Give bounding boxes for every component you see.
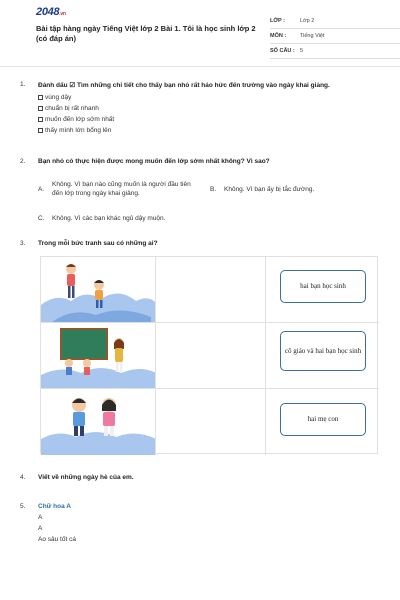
logo-text: 2048 [36, 6, 60, 18]
option-list [38, 92, 114, 136]
meta-value: 5 [300, 48, 304, 54]
connector-cell [156, 389, 266, 455]
question-number: 1. [20, 81, 26, 88]
checkbox-option[interactable] [38, 125, 114, 136]
choice-text: Không. Vì bạn ấy bị tắc đường. [224, 186, 315, 193]
question-text: Viết về những ngày hè của em. [38, 474, 134, 481]
worksheet-meta [270, 14, 400, 59]
option-label: vùng dậy [45, 94, 72, 101]
checkbox-icon[interactable] [38, 128, 43, 133]
header-divider [0, 66, 400, 67]
meta-value: Tiếng Việt [300, 33, 325, 39]
question-number: 4. [20, 474, 26, 481]
practice-line: A [38, 525, 43, 532]
answer-cell [266, 389, 379, 455]
worksheet-header [18, 0, 382, 62]
question-1 [20, 81, 382, 141]
checkbox-icon[interactable] [38, 106, 43, 111]
option-label: muốn đến lớp sớm nhất [45, 116, 115, 123]
practice-line: Ao sâu tốt cá [38, 536, 76, 543]
connector-cell [156, 323, 266, 389]
option-label: chuẩn bị rất nhanh [45, 105, 99, 112]
checkbox-option[interactable] [38, 114, 114, 125]
answer-cell [266, 257, 379, 323]
question-3 [20, 240, 382, 252]
choice-letter: A. [38, 186, 45, 193]
choice-letter: C. [38, 215, 45, 222]
two-children-with-backpacks-illustration [41, 389, 156, 455]
practice-line: A [38, 514, 43, 521]
checkbox-icon[interactable] [38, 95, 43, 100]
answer-box[interactable]: hai mẹ con [280, 403, 366, 436]
matching-grid [40, 256, 378, 454]
meta-label: LỚP : [270, 18, 285, 24]
choice-text: Không. Vì bạn nào cũng muốn là người đầu tiên đến lớp trong ngày khai giảng. [52, 181, 191, 198]
choice-a[interactable] [38, 180, 198, 199]
answer-box[interactable]: cô giáo và hai bạn học sinh [280, 331, 366, 371]
children-running-illustration [41, 257, 156, 323]
page-title: Bài tập hàng ngày Tiếng Việt lớp 2 Bài 1. Tôi là học sinh lớp 2 (có đáp án) [36, 24, 256, 43]
question-number: 3. [20, 240, 26, 247]
choice-b[interactable] [210, 185, 370, 194]
meta-value: Lớp 2 [300, 18, 315, 24]
picture-cell [41, 257, 156, 323]
connector-cell [156, 257, 266, 323]
choice-c[interactable] [38, 214, 238, 223]
option-label: thấy mình lớn bổng lên [45, 127, 112, 134]
meta-row-count [270, 44, 400, 59]
checkbox-option[interactable] [38, 92, 114, 103]
question-text: Đánh dấu ☑ Tìm những chi tiết cho thấy bạn nhỏ rất háo hức đến trường vào ngày khai giảng. [38, 82, 330, 89]
question-number: 2. [20, 158, 26, 165]
meta-label: MÔN : [270, 33, 287, 39]
checkbox-icon[interactable] [38, 117, 43, 122]
site-logo[interactable] [36, 6, 66, 18]
meta-row-class [270, 14, 400, 29]
logo-suffix: .vn [59, 11, 66, 17]
choice-text: Không. Vì các bạn khác ngủ dậy muộn. [52, 215, 166, 222]
meta-row-subject [270, 29, 400, 44]
question-4 [20, 474, 382, 486]
question-number: 5. [20, 503, 26, 510]
picture-cell [41, 389, 156, 455]
answer-box[interactable]: hai bạn học sinh [280, 270, 366, 303]
teacher-and-students-at-board-illustration [41, 323, 156, 389]
question-text: Trong mỗi bức tranh sau có những ai? [38, 240, 158, 247]
checkbox-option[interactable] [38, 103, 114, 114]
choice-letter: B. [210, 186, 217, 193]
question-text: Bạn nhỏ có thực hiện được mong muốn đến lớp sớm nhất không? Vì sao? [38, 158, 270, 165]
question-5 [20, 503, 382, 553]
section-title: Chữ hoa A [38, 503, 71, 510]
answer-cell [266, 323, 379, 389]
meta-label: SỐ CÂU : [270, 48, 295, 54]
practice-lines [38, 514, 76, 547]
question-2 [20, 158, 382, 230]
picture-cell [41, 323, 156, 389]
